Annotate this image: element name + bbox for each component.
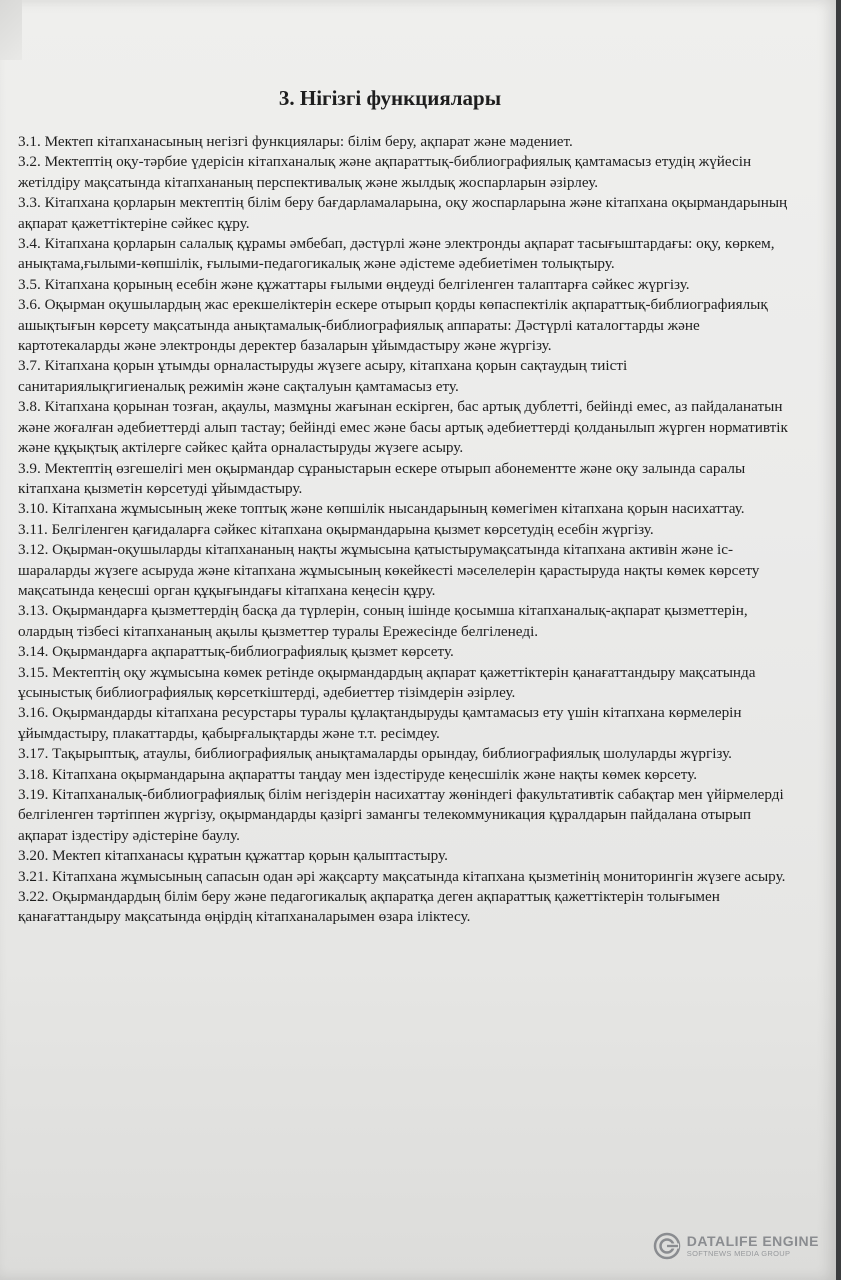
watermark [653, 1232, 819, 1260]
list-item: 3.4. Кітапхана қорларын салалық құрамы әмбебап, дәстүрлі және электронды ақпарат тасығыштардағы: оқу, көркем, анықтама,ғылыми-көпшілік, ғылыми-педагогикалық және әдістеме әдебиетімен толықтыру. [18, 235, 775, 273]
list-item: 3.15. Мектептің оқу жұмысына көмек ретінде оқырмандардың ақпарат қажеттіктерін қанағаттандыру мақсатында ұсыныстық библиографиялық көрсеткіштерді, әдебиеттер тізімдерін әзірлеу. [18, 663, 756, 701]
list-item: 3.11. Белгіленген қағидаларға сәйкес кітапхана оқырмандарына қызмет көрсетудің есебін жүргізу. [18, 520, 654, 538]
watermark-subtitle: SOFTNEWS MEDIA GROUP [686, 1249, 791, 1259]
list-item: 3.1. Мектеп кітапханасының негізгі функциялары: білім беру, ақпарат және мәдениет. [18, 133, 573, 150]
list-item: 3.7. Кітапхана қорын ұтымды орналастыруды жүзеге асыру, кітапхана қорын сақтаудың тиісті санитариялықгигиеналық режимін және сақталуын қамтамасыз ету. [18, 357, 628, 395]
list-item: 3.18. Кітапхана оқырмандарына ақпаратты таңдау мен іздестіруде кеңесшілік және нақты көмек көрсету. [18, 765, 698, 783]
list-item: 3.3. Кітапхана қорларын мектептің білім беру бағдарламаларына, оқу жоспарларына және кітапхана оқырмандарының ақпарат қажеттіктеріне сәйкес құру. [18, 194, 788, 232]
list-item: 3.10. Кітапхана жұмысының жеке топтық және көпшілік нысандарының көмегімен кітапхана қорын насихаттау. [18, 500, 745, 518]
list-item: 3.16. Оқырмандарды кітапхана ресурстары туралы құлақтандыруды қамтамасыз ету үшін кітапхана көрмелерін ұйымдастыру, плакаттарды, қабырғалықтарды және т.т. ресімдеу. [18, 704, 742, 742]
list-item: 3.19. Кітапханалық-библиографиялық білім негіздерін насихаттау жөніндегі факультативтік сабақтар мен үйірмелерді белгіленген тәртіппен жүргізу, оқырмандарды қазіргі замангы телекоммуникация құралдарын пайдалана отырып ақпарат іздестіру әдістеріне баулу. [18, 786, 784, 844]
list-item: 3.6. Оқырман оқушылардың жас ерекшеліктерін ескере отырып қорды көпаспектілік ақпараттық-библиографиялық ашықтығын көрсету мақсатында анықтамалық-библиографиялық аппараты: Дәстүрлі каталогтарды және картотекаларды және электронды деректер базаларын ұйымдастыру және жүргізу. [18, 296, 768, 355]
datalife-logo-icon [653, 1232, 681, 1260]
list-item: 3.21. Кітапхана жұмысының сапасын одан әрі жақсарту мақсатында кітапхана қызметінің мониторингін жүзеге асыру. [18, 867, 786, 885]
list-item: 3.22. Оқырмандардың білім беру және педагогикалық ақпаратқа деген ақпараттық қажеттіктерін толығымен қанағаттандыру мақсатында өңірдің кітапханаларымен өзара іліктесу. [18, 888, 720, 926]
list-item: 3.14. Оқырмандарға ақпараттық-библиографиялық қызмет көрсету. [18, 643, 454, 661]
list-item: 3.9. Мектептің өзгешелігі мен оқырмандар сұраныстарын ескере отырып абонементте және оқу залында саралы кітапхана қызметін көрсетуді ұйымдастыру. [18, 459, 746, 497]
page-corner [0, 0, 22, 60]
list-item: 3.5. Кітапхана қорының есебін және құжаттары ғылыми өңдеуді белгіленген талаптарға сәйкес жүргізу. [18, 275, 690, 293]
list-item: 3.20. Мектеп кітапханасы құратын құжаттар қорын қалыптастыру. [18, 847, 448, 865]
list-item: 3.2. Мектептің оқу-тәрбие үдерісін кітапханалық және ақпараттық-библиографиялық қамтамасыз етудің жүйесін жетілдіру мақсатында кітапхананың перспективалық және жылдық жоспарларын әзірлеу. [18, 153, 752, 191]
list-item: 3.13. Оқырмандарға қызметтердің басқа да түрлерін, соның ішінде қосымша кітапханалық-ақпарат қызметтерін, олардың тізбесі кітапхананың ақылы қызметтер туралы Ережесінде белгіленеді. [18, 602, 748, 640]
page-title: 3. Нігізгі функциялары [278, 86, 502, 110]
list-item: 3.8. Кітапхана қорынан тозған, ақаулы, мазмұны жағынан ескірген, бас артық дублетті, бейінді емес, аз пайдаланатын және жоғалған әдебиеттерді алып тастау; бейінді емес және басы артық әдебиеттерді қолданылып жүрген нормативтік және құқықтық актілерге сәйкес қайта орналастыруды жүзеге асыру. [18, 398, 788, 457]
list-item: 3.17. Тақырыптық, атаулы, библиографиялық анықтамаларды орындау, библиографиялық шолуларды жүргізу. [18, 745, 732, 763]
watermark-brand: DATALIFE ENGINE [686, 1233, 819, 1250]
list-item: 3.12. Оқырман-оқушыларды кітапхананың нақты жұмысына қатыстырумақсатында кітапхана активін және іс-шараларды жүзеге асыруда және кітапхана жұмысының көкейкесті мәселелерін қарастыруда нақты көмек көрсету мақсатында кеңесші орган құқығындағы кітапхана кеңесін құру. [18, 541, 760, 599]
functions-list [18, 132, 788, 928]
